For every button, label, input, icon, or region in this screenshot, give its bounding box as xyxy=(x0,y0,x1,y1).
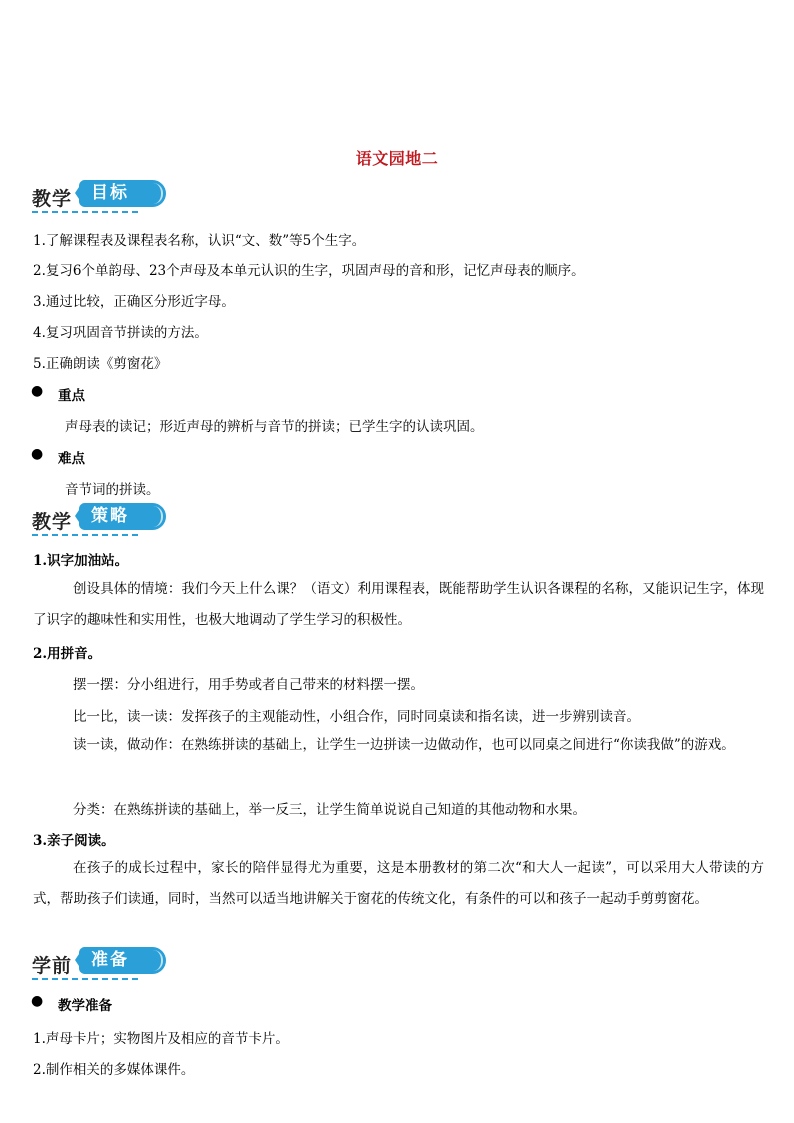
difficulties-label: 难点 xyxy=(58,451,85,467)
strategy-heading-2: 2.用拼音。 xyxy=(33,646,102,662)
key-points-label: 重点 xyxy=(58,388,85,404)
goal-item-5: 5.正确朗读《剪窗花》 xyxy=(33,356,168,372)
section-divider xyxy=(32,211,138,213)
section-header-tag: 目标 xyxy=(79,180,166,207)
strategy-line: 摆一摆：分小组进行，用手势或者自己带来的材料摆一摆。 xyxy=(73,677,424,693)
strategy-heading-3: 3.亲子阅读。 xyxy=(33,833,115,849)
goal-item-4: 4.复习巩固音节拼读的方法。 xyxy=(33,325,208,341)
section-divider xyxy=(32,534,138,536)
bullet-icon: ● xyxy=(31,446,44,462)
strategy-text-3: 在孩子的成长过程中，家长的陪伴显得尤为重要，这是本册教材的第二次“和大人一起读”，可以采用大人带读的方式，帮助孩子们读通，同时，当然可以适当地讲解关于窗花的传统文化，有条件的可以和孩子一起动手剪剪窗花。 xyxy=(33,860,764,907)
strategy-heading-1: 1.识字加油站。 xyxy=(33,553,129,569)
section-header-prep xyxy=(32,947,142,979)
strategy-line: 分类：在熟练拼读的基础上，举一反三，让学生简单说说自己知道的其他动物和水果。 xyxy=(73,802,586,818)
prep-item-2: 2.制作相关的多媒体课件。 xyxy=(33,1062,195,1078)
bullet-icon: ● xyxy=(31,383,44,399)
section-header-strategy xyxy=(32,503,142,535)
strategy-line: 比一比，读一读：发挥孩子的主观能动性，小组合作，同时同桌读和指名读，进一步辨别读音。 xyxy=(73,709,640,725)
goal-item-2: 2.复习6个单韵母、23个声母及本单元认识的生字，巩固声母的音和形，记忆声母表的顺序。 xyxy=(33,263,585,279)
key-points-text: 声母表的读记；形近声母的辨析与音节的拼读；已学生字的认读巩固。 xyxy=(65,419,484,435)
prep-label: 教学准备 xyxy=(58,998,112,1014)
strategy-line: 读一读，做动作：在熟练拼读的基础上，让学生一边拼读一边做动作，也可以同桌之间进行“你读我做”的游戏。 xyxy=(73,737,735,753)
section-header-prefix: 教学 xyxy=(32,511,73,533)
goal-item-1: 1.了解课程表及课程表名称，认识“文、数”等5个生字。 xyxy=(33,233,366,249)
page-title: 语文园地二 xyxy=(355,149,439,168)
section-header-prefix: 学前 xyxy=(32,955,73,977)
strategy-text-1: 创设具体的情境：我们今天上什么课？（语文）利用课程表，既能帮助学生认识各课程的名称，又能识记生字，体现了识字的趣味性和实用性，也极大地调动了学生学习的积极性。 xyxy=(33,581,764,628)
section-header-prefix: 教学 xyxy=(32,188,73,210)
section-header-tag: 策略 xyxy=(79,503,166,530)
prep-item-1: 1.声母卡片；实物图片及相应的音节卡片。 xyxy=(33,1031,289,1047)
difficulties-text: 音节词的拼读。 xyxy=(65,482,160,498)
section-divider xyxy=(32,978,138,980)
section-header-tag: 准备 xyxy=(79,947,166,974)
goal-item-3: 3.通过比较，正确区分形近字母。 xyxy=(33,294,235,310)
bullet-icon: ● xyxy=(31,993,44,1009)
section-header-goals xyxy=(32,180,142,212)
